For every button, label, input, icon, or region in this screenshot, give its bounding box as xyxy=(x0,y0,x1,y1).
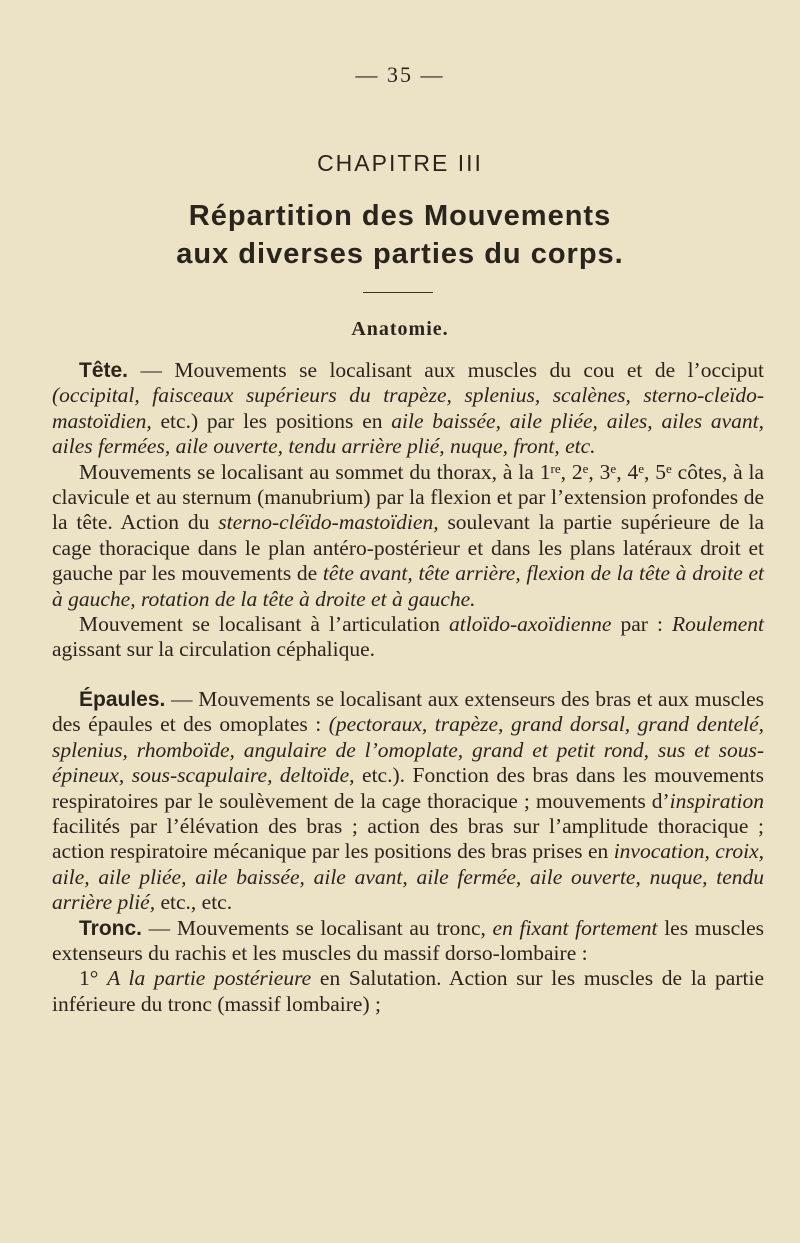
italic-run: tête avant, tête arrière, flexion de la tête à droite et à gauche, rotation de la tête à droite et à gauche. xyxy=(52,561,764,611)
text-run: soulevant la partie supérieure de la cage thoracique dans le plan antéro-postérieur et dans les plans latéraux droit et gauche par les mouvements de xyxy=(52,510,764,586)
text-run: , 4 xyxy=(616,459,639,484)
italic-run: (pectoraux, trapèze, grand dorsal, grand dentelé, splenius, rhomboïde, angulaire de l’omoplate, grand et petit rond, sus et sous-épineux, sous-scapulaire, deltoïde, xyxy=(52,712,765,788)
text-run: — Mouvements se localisant aux muscles du cou et de l’occiput xyxy=(128,358,764,382)
italic-run: A la partie postérieure xyxy=(107,966,312,991)
paragraph-lead: Épaules. xyxy=(79,687,166,711)
italic-run: atloïdo-axoïdienne xyxy=(449,612,612,637)
paragraph-tete xyxy=(52,358,764,460)
text-run: , 5 xyxy=(643,459,666,484)
italic-run: invocation, croix, aile, aile pliée, aile baissée, aile avant, aile fermée, aile ouverte, nuque, tendu arrière plié, xyxy=(52,839,764,915)
text-run: — Mouvements se localisant aux extenseurs des bras et aux muscles des épaules et des omoplates : xyxy=(52,686,764,737)
body-text xyxy=(52,358,764,1017)
paragraph-tronc xyxy=(52,916,764,967)
chapter-heading: CHAPITRE III xyxy=(317,150,483,176)
paragraph-atloido xyxy=(52,612,764,663)
italic-run: (occipital, faisceaux supérieurs du trapèze, splenius, scalènes, sterno-cleïdo-mastoïdien, xyxy=(52,383,764,433)
title-line-2: aux diverses parties du corps. xyxy=(176,238,624,270)
paragraph-lead: Tronc. xyxy=(79,916,143,940)
text-run: , 3 xyxy=(588,459,611,484)
text-run: etc., etc. xyxy=(155,890,233,915)
italic-run: inspiration xyxy=(669,788,764,813)
text-run: par : xyxy=(611,612,673,637)
text-run: facilités par l’élévation des bras ; action des bras sur l’amplitude thoracique ; action respiratoire mécanique par les positions des bras prises en xyxy=(52,813,764,864)
superscript: e xyxy=(582,460,589,476)
text-run: etc.). Fonction des bras dans les mouvements respiratoires par le soulèvement de la cage thoracique ; mouvements d’ xyxy=(52,763,764,813)
page-number: — 35 — xyxy=(355,62,445,87)
text-run: — Mouvements se localisant au tronc, xyxy=(142,915,493,940)
title-line-1: Répartition des Mouvements xyxy=(188,200,612,232)
paragraph-thorax xyxy=(52,460,764,612)
text-run: etc.) par les positions en xyxy=(151,408,392,433)
text-run: en Salutation. Action sur les muscles de la partie inférieure du tronc (massif lombaire) ; xyxy=(52,966,764,1016)
superscript: re xyxy=(550,460,561,476)
italic-run: aile baissée, aile pliée, ailes, ailes avant, ailes fermées, aile ouverte, tendu arrière plié, nuque, front, etc. xyxy=(52,408,764,459)
text-run: Mouvements se localisant au sommet du thorax, à la 1 xyxy=(79,459,551,484)
text-run: les muscles extenseurs du rachis et les muscles du massif dorso-lombaire : xyxy=(52,915,764,965)
text-run: côtes, à la clavicule et au sternum (manubrium) par la flexion et par l’extension profondes de la tête. Action du xyxy=(52,459,765,535)
divider-rule xyxy=(363,292,433,293)
superscript: e xyxy=(666,460,672,476)
superscript: e xyxy=(638,460,644,476)
italic-run: en fixant fortement xyxy=(492,915,658,940)
section-heading: Anatomie. xyxy=(351,318,449,340)
paragraph-lead: Tête. xyxy=(79,359,129,382)
text-run: 1° xyxy=(79,966,108,991)
text-run: , 2 xyxy=(560,459,583,484)
superscript: e xyxy=(610,460,617,476)
italic-run: sterno-cléïdo-mastoïdien, xyxy=(218,510,439,535)
text-run: agissant sur la circulation céphalique. xyxy=(52,637,375,662)
italic-run: Roulement xyxy=(672,612,764,637)
text-run: Mouvement se localisant à l’articulation xyxy=(79,612,450,637)
paragraph-posterieure xyxy=(52,966,764,1017)
paragraph-epaules xyxy=(52,687,764,916)
